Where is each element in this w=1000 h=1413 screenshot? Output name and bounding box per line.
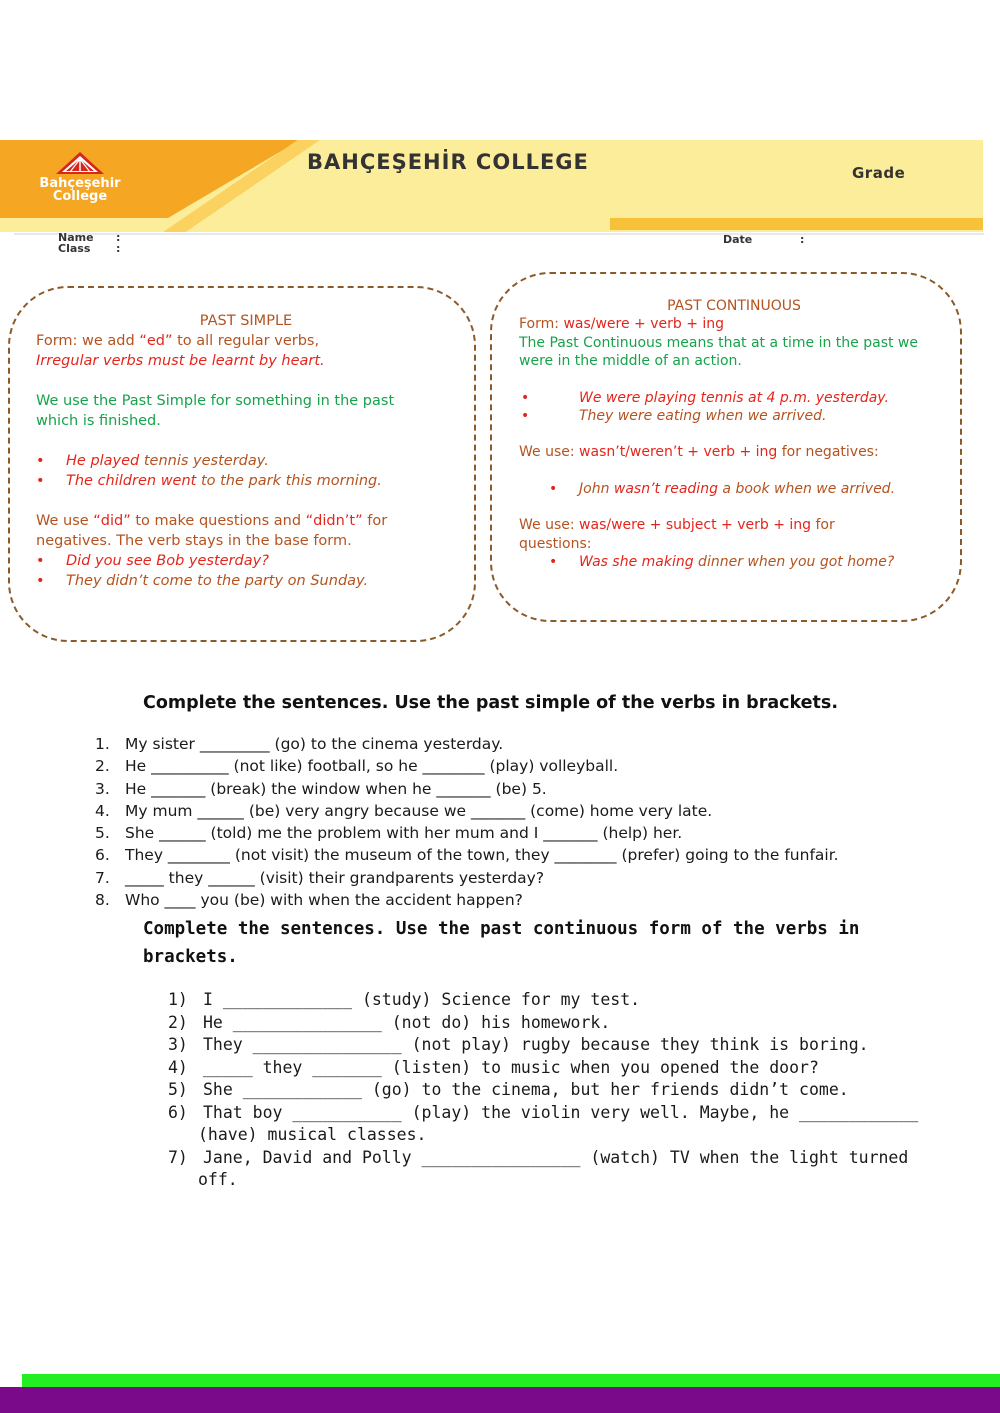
past-continuous-questions: We use: was/were + subject + verb + ing for — [519, 517, 835, 534]
header-divider — [14, 233, 984, 235]
list-item: 4) _____ they _______ (listen) to music when you opened the door? — [168, 1057, 819, 1077]
past-continuous-negatives: We use: wasn’t/weren’t + verb + ing for negatives: — [519, 444, 879, 461]
past-simple-content — [36, 311, 456, 591]
date-colon: : — [800, 233, 805, 246]
list-item: 2. He __________ (not like) football, so he ________ (play) volleyball. — [95, 757, 619, 776]
list-item: 4. My mum ______ (be) very angry because we _______ (come) home very late. — [95, 801, 713, 820]
past-continuous-meaning-2: were in the middle of an action. — [519, 353, 742, 370]
list-item: 1) I _____________ (study) Science for my test. — [168, 990, 641, 1009]
exercise2-list — [168, 989, 928, 1192]
past-simple-title: PAST SIMPLE — [199, 313, 293, 329]
exercise2-title-line1: Complete the sentences. Use the past continuous form of the verbs in — [143, 919, 860, 939]
past-simple-use-1: We use the Past Simple for something in the past — [36, 393, 395, 409]
irregular-note: Irregular verbs must be learnt by heart. — [36, 353, 325, 369]
past-continuous-questions-2: questions: — [519, 535, 592, 552]
past-simple-questions: We use “did” to make questions and “didn’t” for — [36, 513, 388, 529]
list-item: 2) He _______________ (not do) his homework. — [168, 1012, 611, 1032]
past-continuous-title: PAST CONTINUOUS — [667, 298, 801, 314]
past-simple-questions-2: negatives. The verb stays in the base form. — [36, 533, 352, 549]
list-item: • The children went to the park this morning. — [36, 471, 456, 491]
college-title: BAHÇEŞEHİR COLLEGE — [307, 150, 589, 174]
footer-green-bar — [22, 1374, 1000, 1387]
college-logo — [20, 150, 140, 208]
date-label: Date — [723, 233, 753, 246]
list-item: • They didn’t come to the party on Sunday. — [36, 571, 456, 591]
header-accent-bar — [610, 218, 983, 230]
name-label: Name — [58, 231, 94, 244]
list-item: • Was she making dinner when you got home? — [519, 553, 949, 571]
class-colon: : — [116, 242, 121, 255]
list-item: • Did you see Bob yesterday? — [36, 551, 456, 571]
list-item: 7) Jane, David and Polly ________________ (watch) TV when the light turned off. — [168, 1147, 909, 1189]
exercise1-title: Complete the sentences. Use the past simple of the verbs in brackets. — [143, 693, 838, 713]
past-simple-use-2: which is finished. — [36, 413, 161, 429]
logo-text: Bahçeşehir College — [39, 176, 121, 204]
list-item: 6. They ________ (not visit) the museum of the town, they ________ (prefer) going to the funfair. — [95, 846, 839, 865]
list-item: • John wasn’t reading a book when we arrived. — [519, 480, 949, 498]
class-label: Class — [58, 242, 91, 255]
list-item: • They were eating when we arrived. — [519, 407, 949, 425]
list-item: 1. My sister _________ (go) to the cinema yesterday. — [95, 735, 504, 753]
exercise1-list — [95, 733, 975, 911]
list-item: 8. Who ____ you (be) with when the accident happen? — [95, 891, 523, 910]
list-item: 7. _____ they ______ (visit) their grandparents yesterday? — [95, 868, 545, 887]
list-item: 3. He _______ (break) the window when he _______ (be) 5. — [95, 779, 547, 798]
past-continuous-content — [519, 297, 949, 571]
list-item: 5) She ____________ (go) to the cinema, but her friends didn’t come. — [168, 1080, 849, 1099]
footer-purple-bar — [0, 1387, 1000, 1413]
exercise2-title-line2: brackets. — [143, 947, 238, 967]
list-item: 3) They _______________ (not play) rugby because they think is boring. — [168, 1035, 869, 1054]
college-crest-icon — [50, 150, 110, 176]
name-colon: : — [116, 231, 121, 244]
list-item: 6) That boy ___________ (play) the violin very well. Maybe, he ____________ (have) musical classes. — [168, 1102, 919, 1144]
past-continuous-form: Form: was/were + verb + ing — [519, 316, 725, 333]
grade-label: Grade — [852, 164, 906, 182]
list-item: 5. She ______ (told) me the problem with her mum and I _______ (help) her. — [95, 824, 683, 843]
exercise2-title — [143, 915, 859, 971]
list-item: • We were playing tennis at 4 p.m. yesterday. — [519, 389, 949, 407]
past-continuous-meaning-1: The Past Continuous means that at a time in the past we — [519, 334, 918, 351]
past-simple-form: Form: we add “ed” to all regular verbs, — [36, 333, 320, 349]
list-item: • He played tennis yesterday. — [36, 451, 456, 471]
